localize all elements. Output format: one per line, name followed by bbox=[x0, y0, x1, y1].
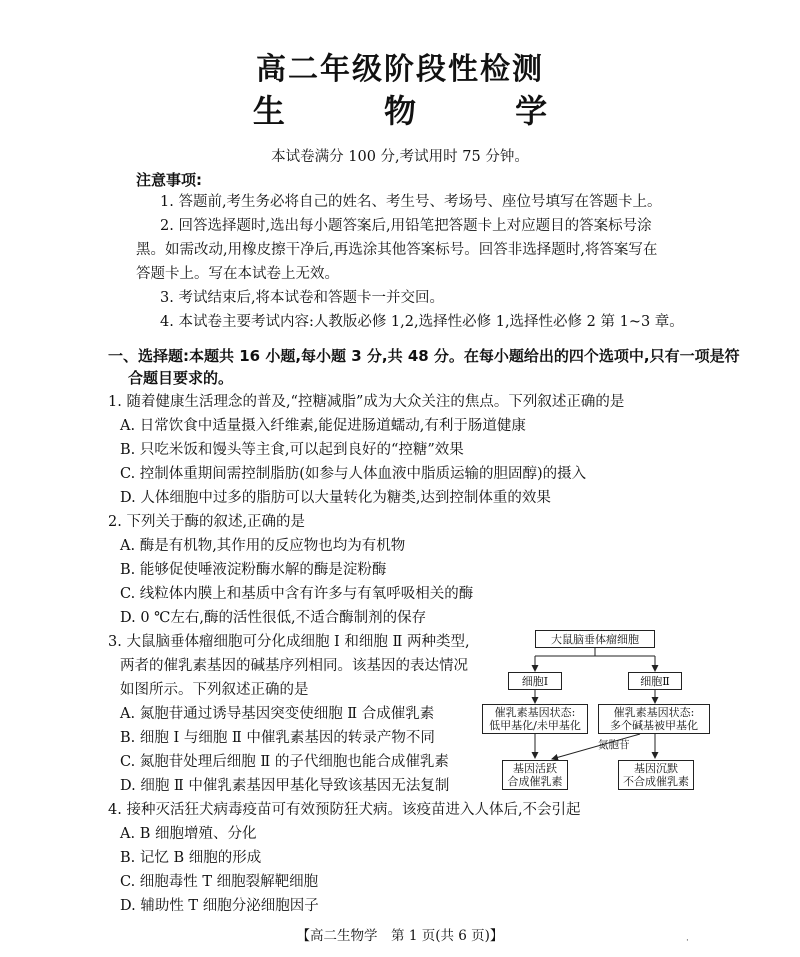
option-a: A. B 细胞增殖、分化 bbox=[120, 826, 257, 842]
exam-title: 高二年级阶段性检测 bbox=[256, 52, 544, 87]
option-b: B. 细胞 Ⅰ 与细胞 Ⅱ 中催乳素基因的转录产物不同 bbox=[120, 730, 435, 746]
option-d: D. 0 ℃左右,酶的活性很低,不适合酶制剂的保存 bbox=[120, 610, 427, 626]
notes-heading: 注意事项: bbox=[136, 171, 202, 189]
option-d: D. 细胞 Ⅱ 中催乳素基因甲基化导致该基因无法复制 bbox=[120, 778, 450, 794]
diagram-top-box: 大鼠脑垂体瘤细胞 bbox=[535, 630, 655, 648]
option-c: C. 控制体重期间需控制脂肪(如参与人体血液中脂质运输的胆固醇)的摄入 bbox=[120, 466, 587, 482]
page-footer: 【高二生物学 第 1 页(共 6 页)】 bbox=[296, 928, 504, 944]
diagram-state1-box: 催乳素基因状态: 低甲基化/未甲基化 bbox=[482, 704, 588, 734]
question-stem-cont: 如图所示。下列叙述正确的是 bbox=[120, 682, 309, 698]
option-c: C. 线粒体内膜上和基质中含有许多与有氧呼吸相关的酶 bbox=[120, 586, 474, 602]
diagram-result1-box: 基因活跃 合成催乳素 bbox=[502, 760, 568, 790]
gene-expression-diagram bbox=[480, 626, 710, 796]
option-a: A. 氮胞苷通过诱导基因突变使细胞 Ⅱ 合成催乳素 bbox=[120, 706, 435, 722]
question-stem: 2. 下列关于酶的叙述,正确的是 bbox=[108, 514, 306, 530]
note-line: 1. 答题前,考生务必将自己的姓名、考生号、考场号、座位号填写在答题卡上。 bbox=[160, 194, 662, 210]
note-line: 答题卡上。写在本试卷上无效。 bbox=[136, 266, 339, 282]
option-d: D. 辅助性 T 细胞分泌细胞因子 bbox=[120, 898, 319, 914]
corner-mark: · bbox=[686, 936, 689, 946]
section-heading-cont: 合题目要求的。 bbox=[128, 369, 234, 387]
question-stem-cont: 两者的催乳素基因的碱基序列相同。该基因的表达情况 bbox=[120, 658, 468, 674]
note-line: 4. 本试卷主要考试内容:人教版必修 1,2,选择性必修 1,选择性必修 2 第 1~3 章。 bbox=[160, 314, 684, 330]
option-c: C. 细胞毒性 T 细胞裂解靶细胞 bbox=[120, 874, 319, 890]
note-line: 黑。如需改动,用橡皮擦干净后,再选涂其他答案标号。回答非选择题时,将答案写在 bbox=[136, 242, 658, 258]
exam-info: 本试卷满分 100 分,考试用时 75 分钟。 bbox=[271, 149, 529, 165]
diagram-cell1-box: 细胞Ⅰ bbox=[508, 672, 562, 690]
question-stem: 3. 大鼠脑垂体瘤细胞可分化成细胞 Ⅰ 和细胞 Ⅱ 两种类型, bbox=[108, 634, 470, 650]
option-b: B. 记忆 B 细胞的形成 bbox=[120, 850, 262, 866]
question-stem: 4. 接种灭活狂犬病毒疫苗可有效预防狂犬病。该疫苗进入人体后,不会引起 bbox=[108, 802, 581, 818]
question-stem: 1. 随着健康生活理念的普及,“控糖减脂”成为大众关注的焦点。下列叙述正确的是 bbox=[108, 394, 625, 410]
diagram-state2-box: 催乳素基因状态: 多个碱基被甲基化 bbox=[598, 704, 710, 734]
diagram-result2-box: 基因沉默 不合成催乳素 bbox=[618, 760, 694, 790]
option-a: A. 酶是有机物,其作用的反应物也均为有机物 bbox=[120, 538, 406, 554]
diagram-cell2-box: 细胞Ⅱ bbox=[628, 672, 682, 690]
note-line: 2. 回答选择题时,选出每小题答案后,用铅笔把答题卡上对应题目的答案标号涂 bbox=[160, 218, 652, 234]
option-c: C. 氮胞苷处理后细胞 Ⅱ 的子代细胞也能合成催乳素 bbox=[120, 754, 449, 770]
section-heading: 一、选择题:本题共 16 小题,每小题 3 分,共 48 分。在每小题给出的四个选项中,只有一项是符 bbox=[108, 347, 740, 365]
option-a: A. 日常饮食中适量摄入纤维素,能促进肠道蠕动,有利于肠道健康 bbox=[120, 418, 526, 434]
option-d: D. 人体细胞中过多的脂肪可以大量转化为糖类,达到控制体重的效果 bbox=[120, 490, 551, 506]
option-b: B. 能够促使唾液淀粉酶水解的酶是淀粉酶 bbox=[120, 562, 387, 578]
diagram-drug-label: 氮胞苷 bbox=[598, 739, 630, 751]
note-line: 3. 考试结束后,将本试卷和答题卡一并交回。 bbox=[160, 290, 445, 306]
exam-subject: 生 物 学 bbox=[252, 92, 592, 130]
option-b: B. 只吃米饭和馒头等主食,可以起到良好的“控糖”效果 bbox=[120, 442, 464, 458]
